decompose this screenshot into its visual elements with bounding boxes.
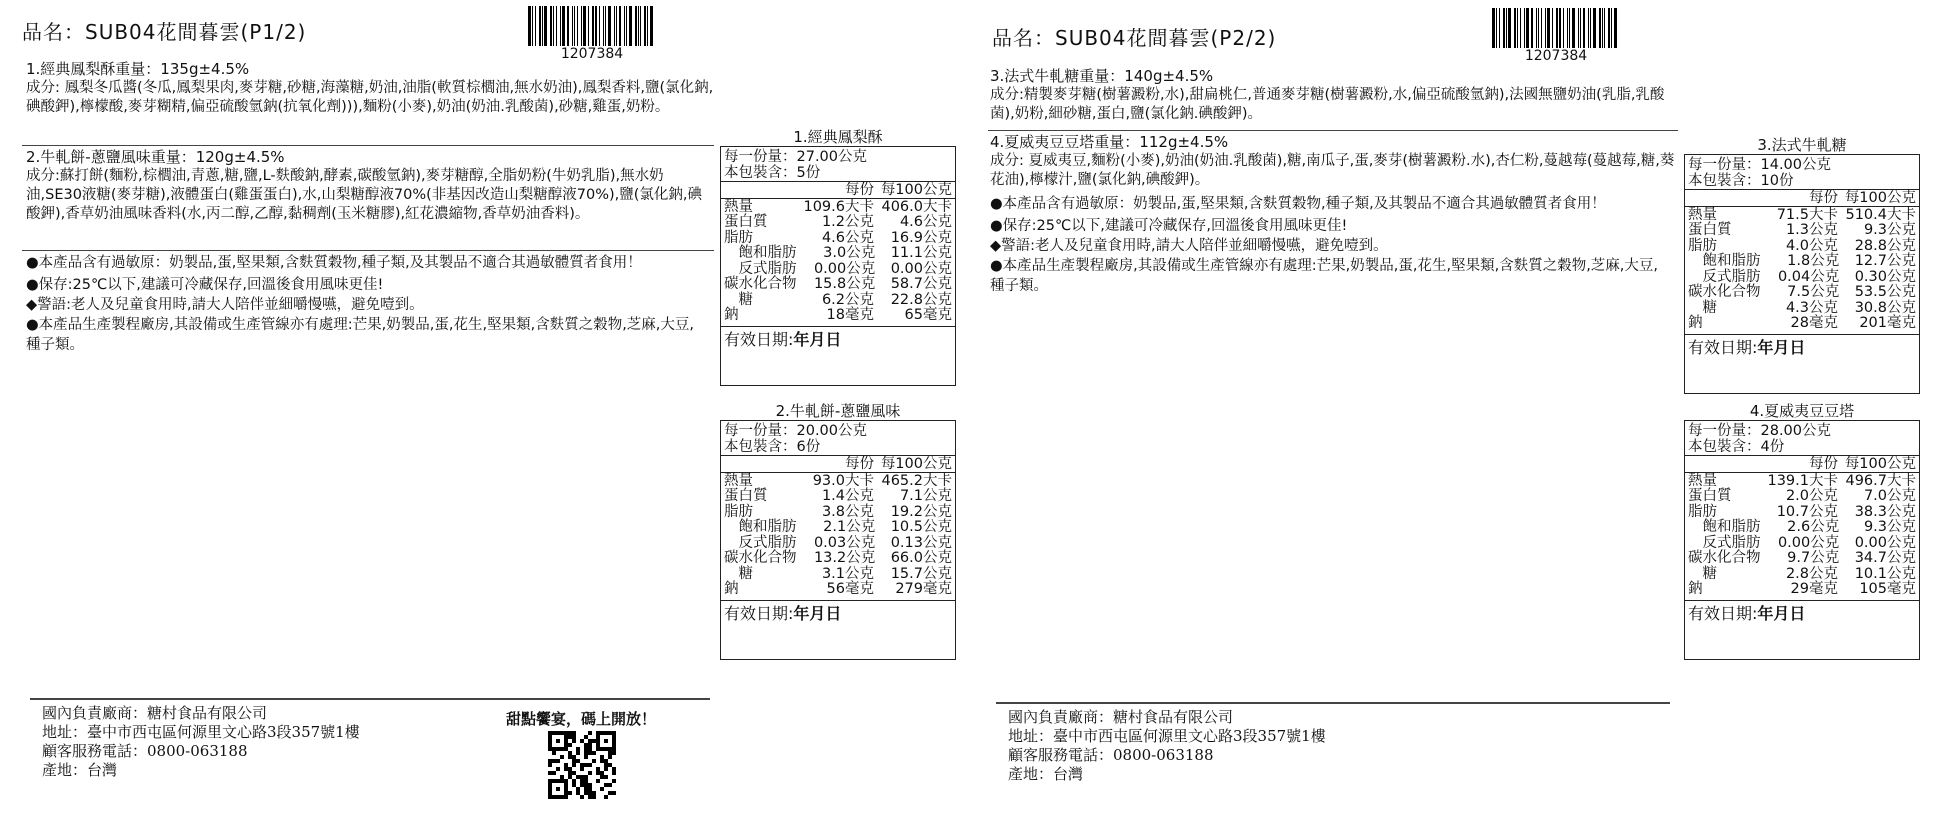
expiry-date: 有效日期:年月日 [1688, 603, 1806, 623]
per-serving-value: 71.5大卡 [1776, 206, 1838, 223]
warning-note: ◆警語:老人及兒童食用時,請大人陪伴並細嚼慢嚥，避免噎到。 [990, 238, 1388, 254]
nutrition-caption: 3.法式牛軋糖 [1757, 136, 1847, 154]
nutrient-row [1685, 238, 1919, 254]
per-serving-value: 3.0公克 [823, 245, 876, 261]
nutrient-name: 蛋白質 [724, 488, 768, 504]
manufacturer: 國內負責廠商：糖村食品有限公司 [1008, 708, 1234, 726]
nutrient-row [721, 261, 955, 277]
per-serving-value: 0.03公克 [813, 534, 876, 551]
nutrient-name: 糖 [724, 565, 753, 582]
per-serving-value: 1.2公克 [821, 214, 874, 230]
servings-count: 本包裝含：5份 [724, 165, 821, 181]
nutrient-name: 鈉 [724, 307, 739, 323]
per-100g-value: 4.6公克 [899, 214, 952, 230]
column-headers [1685, 190, 1919, 206]
per-100g-value: 9.3公克 [1863, 519, 1916, 535]
nutrient-row [1685, 566, 1919, 582]
per-100g-value: 406.0大卡 [881, 198, 952, 215]
per-serving-value: 4.0公克 [1785, 237, 1838, 254]
per-serving-value: 1.3公克 [1785, 222, 1838, 238]
item-heading: 4.夏威夷豆豆塔重量：112g±4.5% [990, 133, 1229, 151]
serving-size: 每一份量：28.00公克 [1688, 423, 1832, 439]
nutrient-name: 脂肪 [724, 229, 753, 246]
per-serving-value: 9.7公克 [1787, 550, 1840, 566]
per-100g-value: 30.8公克 [1854, 299, 1916, 316]
nutrient-row [1685, 269, 1919, 285]
product-title-p1: 品名：SUB04花間暮雲(P1/2) [22, 20, 307, 44]
nutrition-caption: 2.牛軋餅-蔥鹽風味 [775, 402, 901, 420]
expiry-date: 有效日期:年月日 [1688, 337, 1806, 357]
facility-note: ●本產品生產製程廠房,其設備或生產管線亦有處理:芒果,奶製品,蛋,花生,堅果類,含麩質之穀物,芝麻,大豆,種子類。 [26, 317, 695, 353]
per-100g-value: 0.30公克 [1854, 268, 1916, 285]
footer-divider [30, 698, 710, 700]
divider [22, 250, 714, 251]
expiry-date: 有效日期:年月日 [724, 603, 842, 623]
per-100g-value: 9.3公克 [1863, 222, 1916, 238]
per-100g-value: 11.1公克 [890, 245, 952, 261]
nutrient-row [1685, 473, 1919, 489]
nutrient-name: 脂肪 [1688, 237, 1717, 254]
per-100g-value: 0.13公克 [890, 534, 952, 551]
nutrient-name: 碳水化合物 [724, 550, 797, 566]
nutrient-name: 熱量 [724, 472, 753, 489]
per-100g-value: 34.7公克 [1854, 550, 1916, 566]
per-100g-value: 65毫克 [904, 307, 952, 323]
item-heading: 2.牛軋餅-蔥鹽風味重量：120g±4.5% [26, 148, 285, 166]
nutrient-row [721, 292, 955, 308]
warning-note: ◆警語:老人及兒童食用時,請大人陪伴並細嚼慢嚥，避免噎到。 [26, 297, 424, 313]
ingredients-text: 成分:精製麥芽糖(樹薯澱粉,水),甜扁桃仁,普通麥芽糖(樹薯澱粉,水,偏亞硫酸氫鈉),法國無鹽奶油(乳脂,乳酸菌),奶粉,細砂糖,蛋白,鹽(氯化鈉.碘酸鉀)。 [990, 87, 1665, 122]
storage-note: ●保存:25℃以下,建議可冷藏保存,回溫後食用風味更佳! [26, 277, 384, 293]
per-serving-value: 7.5公克 [1787, 284, 1840, 300]
nutrient-name: 脂肪 [724, 503, 753, 520]
nutrient-row [721, 550, 955, 566]
manufacturer: 國內負責廠商：糖村食品有限公司 [42, 704, 268, 722]
per-serving-value: 1.8公克 [1787, 253, 1840, 269]
per-serving-value: 139.1大卡 [1767, 472, 1838, 489]
per-100g-value: 58.7公克 [890, 276, 952, 292]
nutrition-rows [1685, 473, 1919, 597]
nutrient-name: 糖 [724, 291, 753, 308]
nutrient-name: 鈉 [724, 581, 739, 597]
per-100g-value: 19.2公克 [890, 503, 952, 520]
nutrition-rows [721, 199, 955, 323]
expiry-date: 有效日期:年月日 [724, 329, 842, 349]
nutrient-name: 反式脂肪 [724, 534, 797, 551]
item-heading: 1.經典鳳梨酥重量：135g±4.5% [26, 60, 250, 78]
nutrient-name: 蛋白質 [1688, 222, 1732, 238]
notes-block-p2 [990, 194, 1668, 296]
nutrient-row [1685, 519, 1919, 535]
per-100g-value: 10.5公克 [890, 519, 952, 535]
per-100g-value: 105毫克 [1859, 581, 1916, 597]
per-100g-value: 0.00公克 [1854, 534, 1916, 551]
servings-count: 本包裝含：10份 [1688, 173, 1794, 189]
per-100g-value: 22.8公克 [890, 291, 952, 308]
item-heading: 3.法式牛軋糖重量：140g±4.5% [990, 67, 1214, 85]
nutrient-name: 鈉 [1688, 581, 1703, 597]
col-per-serving: 每份 [845, 456, 874, 472]
nutrition-table-2 [720, 420, 956, 660]
per-100g-value: 7.0公克 [1863, 488, 1916, 504]
nutrition-rows [1685, 207, 1919, 331]
ingredient-block-4 [990, 133, 1680, 190]
servings-count: 本包裝含：4份 [1688, 439, 1785, 455]
nutrient-name: 熱量 [1688, 206, 1717, 223]
per-serving-value: 1.4公克 [821, 488, 874, 504]
nutrient-name: 反式脂肪 [1688, 534, 1761, 551]
barcode-number: 1207384 [1524, 48, 1588, 64]
nutrient-name: 鈉 [1688, 315, 1703, 331]
nutrient-row [721, 307, 955, 323]
nutrient-name: 飽和脂肪 [1688, 253, 1761, 269]
per-100g-value: 66.0公克 [890, 550, 952, 566]
nutrient-row [1685, 207, 1919, 223]
per-serving-value: 4.3公克 [1785, 299, 1838, 316]
nutrition-table-4 [1684, 420, 1920, 660]
per-100g-value: 7.1公克 [899, 488, 952, 504]
col-per-100g: 每100公克 [1844, 190, 1916, 206]
barcode-p1 [528, 6, 656, 62]
per-100g-value: 15.7公克 [890, 565, 952, 582]
col-per-100g: 每100公克 [1844, 456, 1916, 472]
nutrient-row [1685, 504, 1919, 520]
nutrient-name: 脂肪 [1688, 503, 1717, 520]
per-serving-value: 10.7公克 [1776, 503, 1838, 520]
nutrient-name: 飽和脂肪 [724, 519, 797, 535]
per-serving-value: 3.1公克 [821, 565, 874, 582]
per-100g-value: 12.7公克 [1854, 253, 1916, 269]
nutrition-caption: 4.夏威夷豆豆塔 [1749, 402, 1855, 420]
allergen-note: ●本產品含有過敏原：奶製品,蛋,堅果類,含麩質穀物,種子類,及其製品不適合其過敏體質者食用！ [990, 196, 1606, 212]
per-serving-value: 3.8公克 [821, 503, 874, 520]
ingredient-block-1 [26, 60, 714, 117]
storage-note: ●保存:25℃以下,建議可冷藏保存,回溫後食用風味更佳! [990, 218, 1348, 234]
per-serving-value: 4.6公克 [821, 229, 874, 246]
per-serving-value: 28毫克 [1790, 315, 1838, 331]
nutrient-name: 反式脂肪 [724, 260, 797, 277]
col-per-serving: 每份 [1809, 190, 1838, 206]
col-per-serving: 每份 [1809, 456, 1838, 472]
barcode-p2 [1492, 8, 1620, 64]
nutrient-row [721, 566, 955, 582]
per-serving-value: 2.1公克 [823, 519, 876, 535]
nutrient-row [721, 214, 955, 230]
nutrient-row [721, 245, 955, 261]
origin: 產地：台灣 [1008, 765, 1084, 783]
nutrient-row [721, 230, 955, 246]
nutrient-row [721, 535, 955, 551]
nutrient-name: 碳水化合物 [1688, 550, 1761, 566]
serving-size: 每一份量：27.00公克 [724, 149, 868, 165]
per-serving-value: 56毫克 [826, 581, 874, 597]
facility-note: ●本產品生產製程廠房,其設備或生產管線亦有處理:芒果,奶製品,蛋,花生,堅果類,含麩質之穀物,芝麻,大豆,種子類。 [990, 258, 1659, 294]
nutrition-rows [721, 473, 955, 597]
nutrition-table-1 [720, 146, 956, 386]
ingredients-text: 成分:蘇打餅(麵粉,棕櫚油,青蔥,糖,鹽,L-麩酸鈉,酵素,碳酸氫鈉),麥芽糖醇,全脂奶粉(牛奶乳脂),無水奶油,SE30液糖(麥芽糖),液體蛋白(雞蛋蛋白),水,山梨糖醇液70%(非基因改造山梨糖醇液70%),鹽(氯化鈉,碘酸鉀),香草奶油風味香料(水,丙二醇,乙醇,黏稠劑(玉米糖膠),紅花濃縮物,香草奶油香料)。 [26, 168, 703, 222]
per-100g-value: 28.8公克 [1854, 237, 1916, 254]
nutrient-row [1685, 222, 1919, 238]
per-100g-value: 38.3公克 [1854, 503, 1916, 520]
per-serving-value: 18毫克 [826, 307, 874, 323]
nutrient-name: 碳水化合物 [724, 276, 797, 292]
nutrient-row [721, 581, 955, 597]
notes-block-p1 [26, 253, 706, 355]
nutrient-name: 熱量 [724, 198, 753, 215]
nutrient-row [721, 519, 955, 535]
nutrient-row [721, 276, 955, 292]
barcode-bars [1492, 8, 1620, 48]
per-100g-value: 465.2大卡 [881, 472, 952, 489]
per-serving-value: 0.00公克 [813, 260, 876, 277]
serving-size: 每一份量：20.00公克 [724, 423, 868, 439]
column-headers [1685, 456, 1919, 472]
per-100g-value: 279毫克 [895, 581, 952, 597]
serving-size: 每一份量：14.00公克 [1688, 157, 1832, 173]
ingredients-text: 成分: 夏威夷豆,麵粉(小麥),奶油(奶油.乳酸菌),糖,南瓜子,蛋,麥芽(樹薯澱粉.水),杏仁粉,蔓越莓(蔓越莓,糖,葵花油),檸檬汁,鹽(氯化鈉,碘酸鉀)。 [990, 153, 1675, 188]
footer-divider [996, 702, 1670, 704]
per-100g-value: 496.7大卡 [1845, 472, 1916, 489]
nutrient-row [721, 473, 955, 489]
per-serving-value: 6.2公克 [821, 291, 874, 308]
per-serving-value: 93.0大卡 [812, 472, 874, 489]
col-per-100g: 每100公克 [880, 182, 952, 198]
servings-count: 本包裝含：6份 [724, 439, 821, 455]
ingredients-text: 成分: 鳳梨冬瓜醬(冬瓜,鳳梨果肉,麥芽糖,砂糖,海藻糖,奶油,油脂(軟質棕櫚油,無水奶油),鳳梨香料,鹽(氯化鈉,碘酸鉀),檸檬酸,麥芽糊精,偏亞硫酸氫鈉(抗氧化劑))),麵粉(小麥),奶油(奶油.乳酸菌),砂糖,雞蛋,奶粉。 [26, 80, 714, 115]
nutrient-name: 蛋白質 [724, 214, 768, 230]
nutrient-row [1685, 300, 1919, 316]
per-serving-value: 13.2公克 [813, 550, 876, 566]
nutrient-row [1685, 284, 1919, 300]
service-phone: 顧客服務電話：0800-063188 [42, 742, 248, 760]
nutrient-row [1685, 488, 1919, 504]
ingredient-block-3 [990, 67, 1680, 124]
barcode-bars [528, 6, 656, 46]
nutrient-name: 糖 [1688, 299, 1717, 316]
per-100g-value: 10.1公克 [1854, 565, 1916, 582]
col-per-100g: 每100公克 [880, 456, 952, 472]
nutrient-row [1685, 253, 1919, 269]
per-100g-value: 0.00公克 [890, 260, 952, 277]
service-phone: 顧客服務電話：0800-063188 [1008, 746, 1214, 764]
nutrition-caption: 1.經典鳳梨酥 [793, 128, 883, 146]
per-serving-value: 2.6公克 [1787, 519, 1840, 535]
divider [22, 145, 714, 146]
qr-code-icon[interactable] [548, 731, 616, 799]
column-headers [721, 456, 955, 472]
allergen-note: ●本產品含有過敏原：奶製品,蛋,堅果類,含麩質穀物,種子類,及其製品不適合其過敏體質者食用！ [26, 255, 642, 271]
nutrient-row [1685, 550, 1919, 566]
per-serving-value: 2.0公克 [1785, 488, 1838, 504]
qr-caption: 甜點饗宴，碼上開放！ [506, 710, 657, 728]
nutrient-name: 反式脂肪 [1688, 268, 1761, 285]
nutrition-table-3 [1684, 154, 1920, 394]
address: 地址：臺中市西屯區何源里文心路3段357號1樓 [42, 723, 360, 741]
product-title-p2: 品名：SUB04花間暮雲(P2/2) [992, 26, 1277, 50]
per-serving-value: 15.8公克 [813, 276, 876, 292]
nutrient-row [1685, 535, 1919, 551]
company-info-p1 [42, 704, 360, 780]
per-serving-value: 29毫克 [1790, 581, 1838, 597]
per-serving-value: 0.00公克 [1777, 534, 1840, 551]
per-serving-value: 0.04公克 [1777, 268, 1840, 285]
nutrient-row [1685, 315, 1919, 331]
col-per-serving: 每份 [845, 182, 874, 198]
per-serving-value: 2.8公克 [1785, 565, 1838, 582]
per-100g-value: 201毫克 [1859, 315, 1916, 331]
column-headers [721, 182, 955, 198]
address: 地址：臺中市西屯區何源里文心路3段357號1樓 [1008, 727, 1326, 745]
nutrient-name: 飽和脂肪 [724, 245, 797, 261]
nutrient-name: 糖 [1688, 565, 1717, 582]
nutrient-name: 蛋白質 [1688, 488, 1732, 504]
nutrient-row [721, 504, 955, 520]
nutrient-row [721, 199, 955, 215]
company-info-p2 [1008, 708, 1326, 784]
nutrient-row [721, 488, 955, 504]
nutrient-row [1685, 581, 1919, 597]
divider [988, 130, 1678, 131]
nutrient-name: 碳水化合物 [1688, 284, 1761, 300]
per-100g-value: 16.9公克 [890, 229, 952, 246]
nutrient-name: 飽和脂肪 [1688, 519, 1761, 535]
ingredient-block-2 [26, 148, 714, 224]
origin: 產地：台灣 [42, 761, 118, 779]
per-100g-value: 53.5公克 [1854, 284, 1916, 300]
nutrient-name: 熱量 [1688, 472, 1717, 489]
per-100g-value: 510.4大卡 [1845, 206, 1916, 223]
per-serving-value: 109.6大卡 [803, 198, 874, 215]
barcode-number: 1207384 [560, 46, 624, 62]
